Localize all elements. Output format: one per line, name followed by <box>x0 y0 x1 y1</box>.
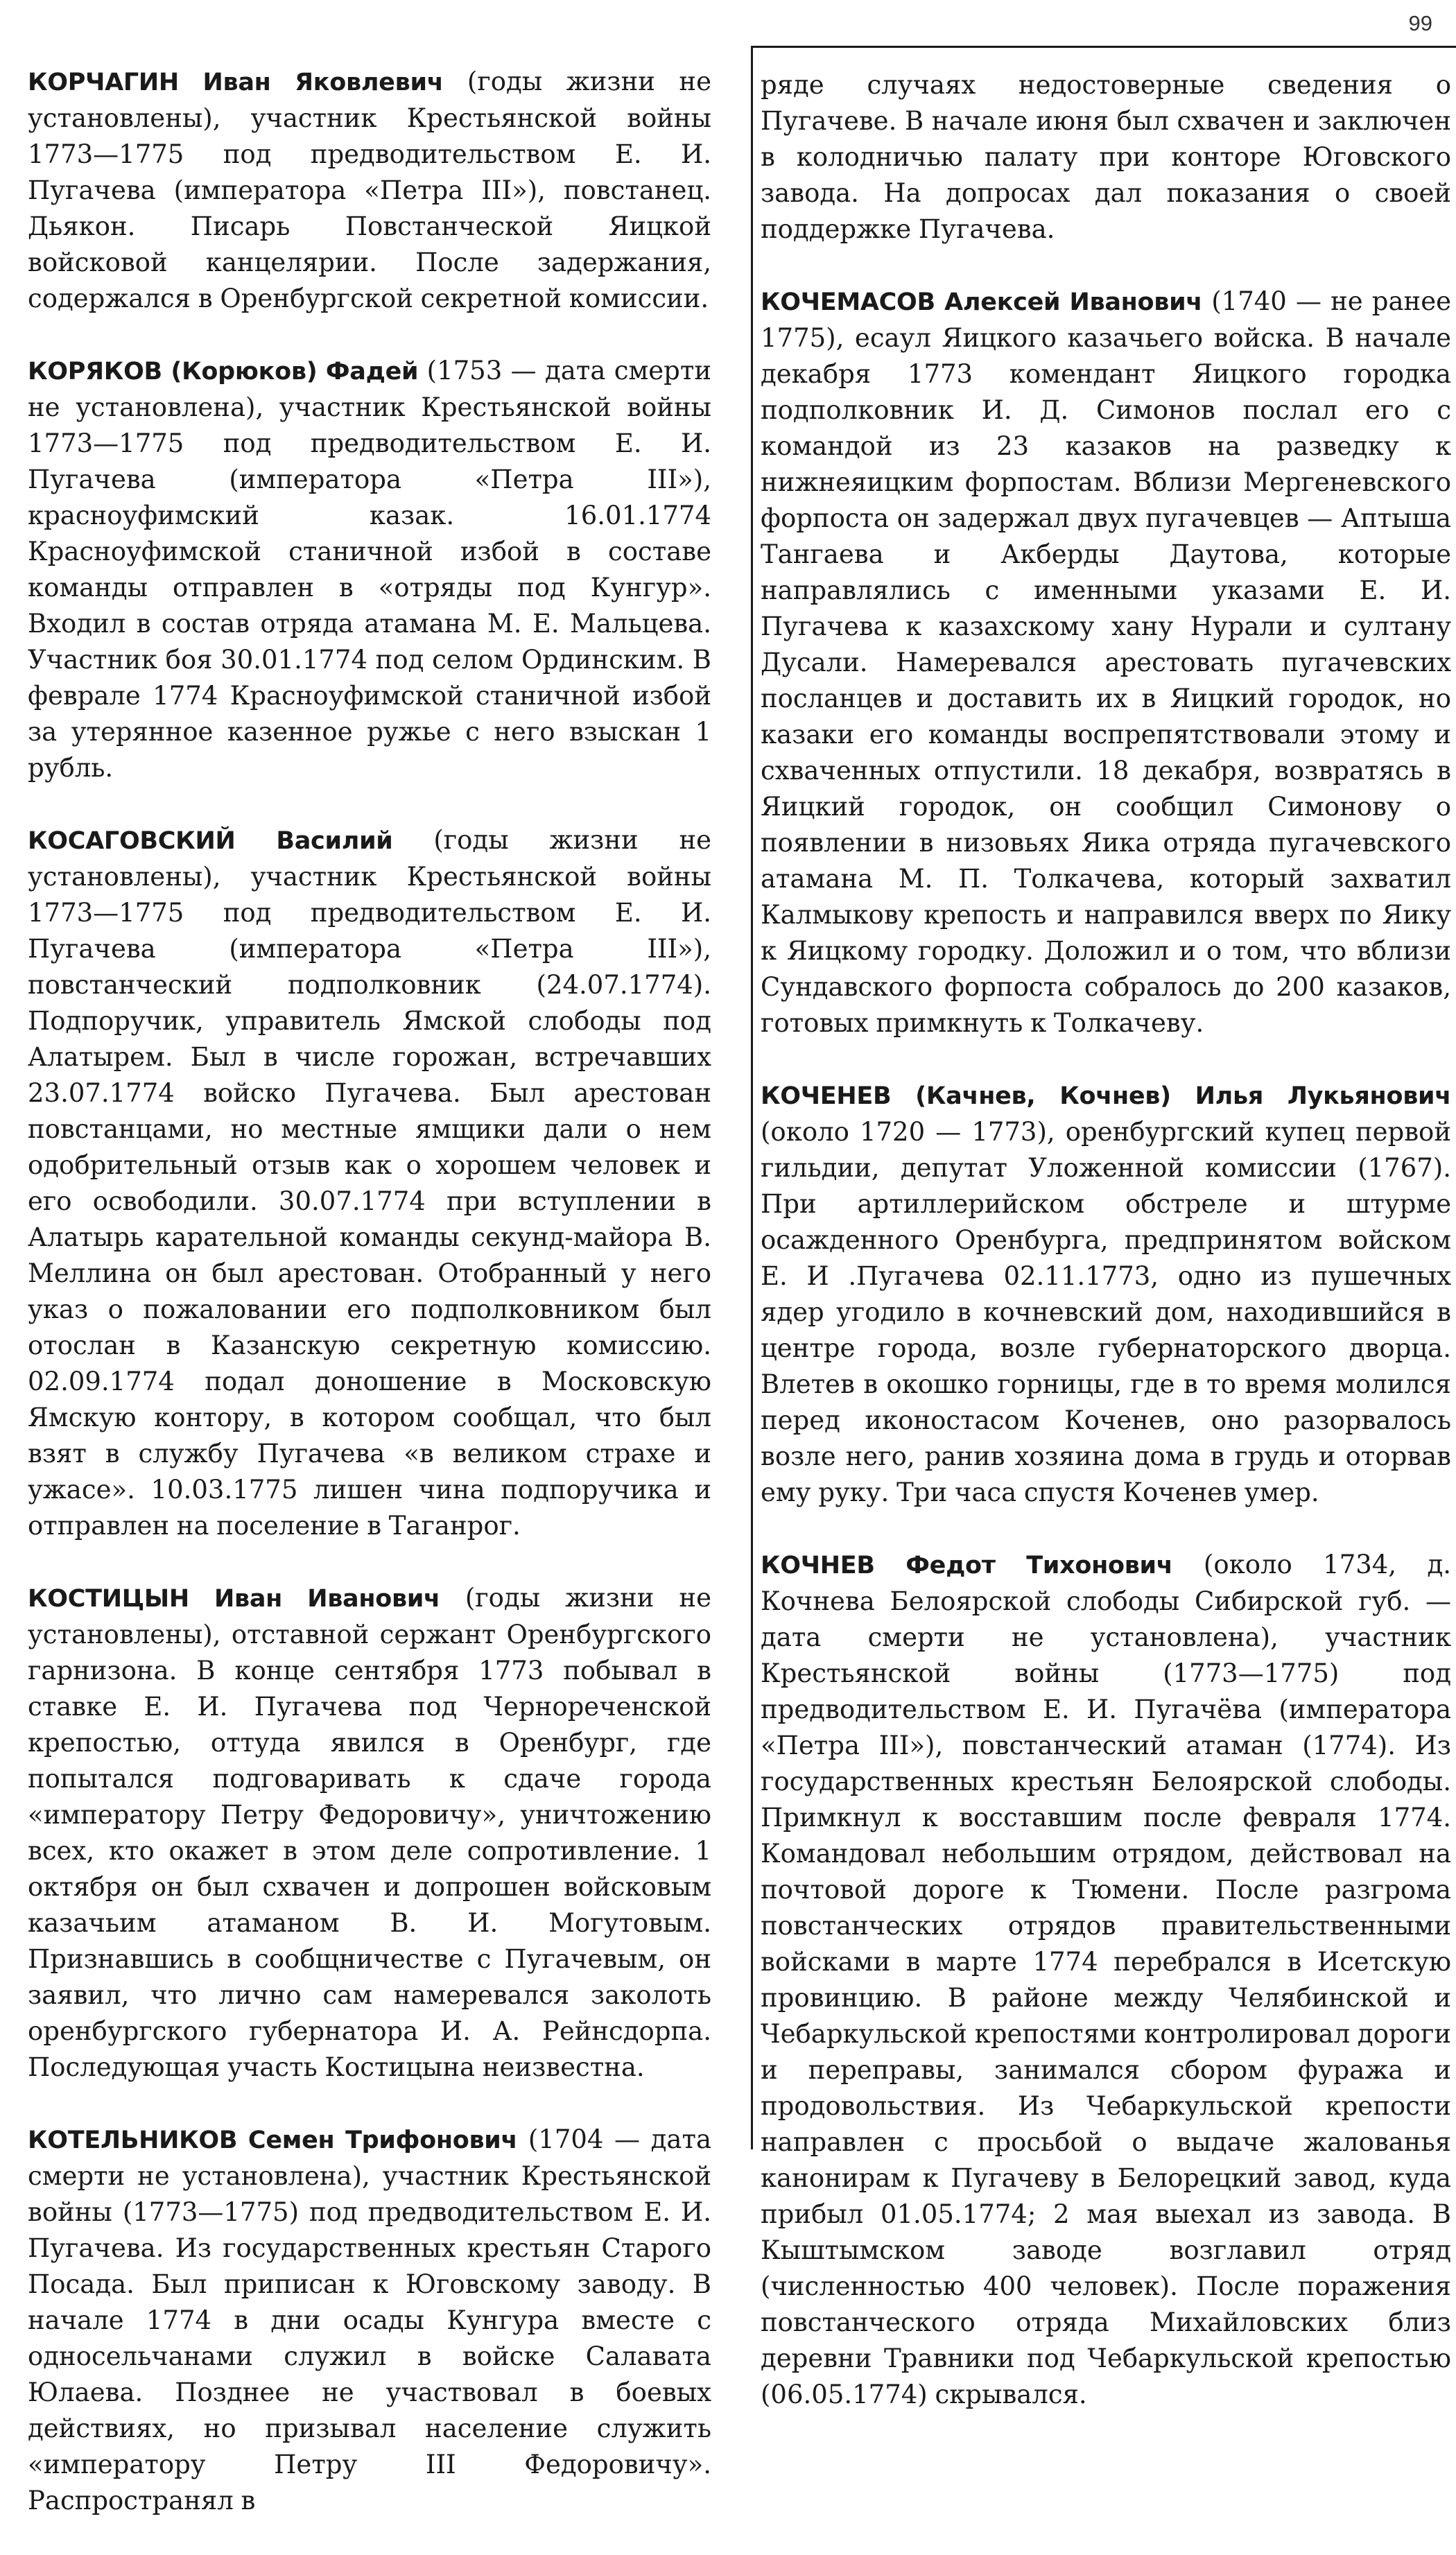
entry-headword: КОТЕЛЬНИКОВ Семен Трифонович <box>28 2127 518 2154</box>
page-number: 99 <box>1408 11 1432 35</box>
entry-kostitsyn <box>28 1580 711 2086</box>
entry-text: (годы жизни не установлены), отставной сержант Оренбургского гарнизона. В конце сентября 1773 побывал в ставке Е. И. Пугачева под Чернореченской крепостью, оттуда явился в Оренбург, где попытался подговаривать к сдаче города «императору Петру Федоровичу», уничтожению всех, кто окажет в этом деле сопротивление. 1 октября он был схвачен и допрошен войсковым казачьим атаманом В. И. Могутовым. Признавшись в сообщничестве с Пугачевым, он заявил, что лично сам намеревался заколоть оренбургского губернатора И. А. Рейнсдорпа. Последующая участь Костицына неизвестна. <box>28 1583 711 2082</box>
entry-kochemasov <box>761 284 1451 1041</box>
left-column <box>28 64 711 2555</box>
entry-koryakov <box>28 353 711 786</box>
entry-text: (1753 — дата смерти не установлена), участник Крестьянской войны 1773—1775 под предводительством Е. И. Пугачева (императора «Петра III»), красноуфимский казак. 16.01.1774 Красноуфимской станичной избой в составе команды отправлен в «отряды под Кунгур». Входил в состав отряда атамана М. Е. Мальцева. Участник боя 30.01.1774 под селом Ординским. В феврале 1774 Красноуфимской станичной избой за утерянное казенное ружье с него взыскан 1 рубль. <box>28 356 711 783</box>
right-column <box>761 67 1451 2449</box>
entry-text: (1740 — не ранее 1775), есаул Яицкого казачьего войска. В начале декабря 1773 комендант Яицкого городка подполковник И. Д. Симонов послал его с командой из 23 казаков на разведку к нижнеяицким форпостам. Вблизи Мергеневского форпоста он задержал двух пугачевцев — Аптыша Тангаева и Акберды Даутова, которые направлялись с именными указами Е. И. Пугачева к казахскому хану Нурали и султану Дусали. Намеревался арестовать пугачевских посланцев и доставить их в Яицкий городок, но казаки его команды воспрепятствовали этому и схваченных отпустили. 18 декабря, возвратясь в Яицкий городок, он сообщил Симонову о появлении в низовьях Яика отряда пугачевского атамана М. П. Толкачева, который захватил Калмыкову крепость и направился вверх по Яику к Яицкому городку. Доложил и о том, что вблизи Сундавского форпоста собралось до 200 казаков, готовых примкнуть к Толкачеву. <box>761 286 1451 1038</box>
entry-kochenev <box>761 1077 1451 1511</box>
entry-text: (около 1720 — 1773), оренбургский купец первой гильдии, депутат Уложенной комиссии (1767). При артиллерийском обстреле и штурме осажденного Оренбурга, предпринятом войском Е. И .Пугачева 02.11.1773, одно из пушечных ядер угодило в кочневский дом, находившийся в центре города, возле губернаторского дворца. Влетев в окошко горницы, где в то время молился перед иконостасом Коченев, оно разорвалось возле него, ранив хозяина дома в грудь и оторвав ему руку. Три часа спустя Коченев умер. <box>761 1117 1451 1507</box>
entry-kotelnikov <box>28 2122 711 2519</box>
entry-text: (годы жизни не установлены), участник Крестьянской войны 1773—1775 под предводительством Е. И. Пугачева (императора «Петра III»), повстанец. Дьякон. Писарь Повстанческой Яицкой войсковой канцелярии. После задержания, содержался в Оренбургской секретной комиссии. <box>28 67 711 313</box>
entry-kotelnikov-continued <box>761 67 1451 248</box>
entry-headword: КОРЯКОВ (Корюков) Фадей <box>28 358 419 386</box>
entry-headword: КОЧЕНЕВ (Качнев, Кочнев) Илья Лукьянович <box>761 1082 1451 1110</box>
entry-kosagovsky <box>28 822 711 1544</box>
entry-headword: КОЧНЕВ Федот Тихонович <box>761 1552 1173 1579</box>
entry-headword: КОСАГОВСКИЙ Василий <box>28 827 393 855</box>
entry-headword: КОЧЕМАСОВ Алексей Иванович <box>761 288 1203 316</box>
entry-text: ряде случаях недостоверные сведения о Пугачеве. В начале июня был схвачен и заключен в колодничью палату при конторе Юговского завода. На допросах дал показания о своей поддержке Пугачева. <box>761 70 1451 244</box>
entry-headword: КОРЧАГИН Иван Яковлевич <box>28 69 444 96</box>
entry-kochnev <box>761 1547 1451 2413</box>
entry-korchagin <box>28 64 711 317</box>
entry-text: (1704 — дата смерти не установлена), участник Крестьянской войны (1773—1775) под предводительством Е. И. Пугачева. Из государственных крестьян Старого Посада. Был приписан к Юговскому заводу. В начале 1774 в дни осады Кунгура вместе с односельчанами служил в войске Салавата Юлаева. Позднее не участвовал в боевых действиях, но призывал население служить «императору Петру III Федоровичу». Распространял в <box>28 2124 712 2515</box>
entry-text: (годы жизни не установлены), участник Крестьянской войны 1773—1775 под предводительством Е. И. Пугачева (императора «Петра III»), повстанческий подполковник (24.07.1774). Подпоручик, управитель Ямской слободы под Алатырем. Был в числе горожан, встречавших 23.07.1774 войско Пугачева. Был арестован повстанцами, но местные ямщики дали о нем одобрительный отзыв как о хорошем человек и его освободили. 30.07.1774 при вступлении в Алатырь карательной команды секунд-майора В. Меллина он был арестован. Отобранный у него указ о пожаловании его подполковником был отослан в Казанскую секретную комиссию. 02.09.1774 подал доношение в Московскую Ямскую контору, в котором сообщал, что был взят в службу Пугачева «в великом страхе и ужасе». 10.03.1775 лишен чина подпоручика и отправлен на поселение в Таганрог. <box>28 825 712 1541</box>
header-rule <box>751 46 1456 48</box>
column-divider <box>751 46 753 2149</box>
entry-headword: КОСТИЦЫН Иван Иванович <box>28 1585 440 1613</box>
entry-text: (около 1734, д. Кочнева Белоярской слободы Сибирской губ. — дата смерти не установлена), участник Крестьянской войны (1773—1775) под предводительством Е. И. Пугачёва (императора «Петра III»), повстанческий атаман (1774). Из государственных крестьян Белоярской слободы. Примкнул к восставшим после февраля 1774. Командовал небольшим отрядом, действовал на почтовой дороге к Тюмени. После разгрома повстанческих отрядов правительственными войсками в марте 1774 перебрался в Исетскую провинцию. В районе между Челябинской и Чебаркульской крепостями контролировал дороги и переправы, занимался сбором фуража и продовольствия. Из Чебаркульской крепости направлен с просьбой о выдаче жалованья канонирам к Пугачеву в Белорецкий завод, куда прибыл 01.05.1774; 2 мая выехал из завода. В Кыштымском заводе возглавил отряд (численностью 400 человек). После поражения повстанческого отряда Михайловских близ деревни Травники под Чебаркульской крепостью (06.05.1774) скрывался. <box>761 1550 1451 2409</box>
